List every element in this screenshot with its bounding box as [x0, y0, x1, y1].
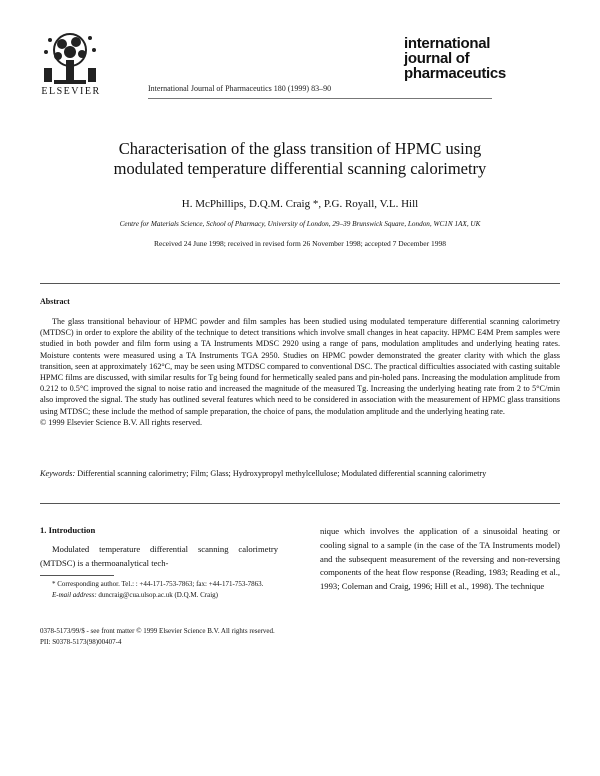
- pii-line: PII: S0378-5173(98)00407-4: [40, 637, 122, 646]
- author-list: H. McPhillips, D.Q.M. Craig *, P.G. Royall, V.L. Hill: [181, 198, 419, 210]
- journal-citation: International Journal of Pharmaceutics 180 (1999) 83–90: [148, 84, 332, 93]
- intro-paragraph-right: nique which involves the application of a sinusoidal heating or cooling signal to a sample (in the case of the TA Instruments model) and the subsequent measurement of the reversing and non-reversing components of the heat flow response (Reading, 1983; Reading et al., 1993; Coleman and Craig, 1996; Hill et al., 1998). The technique: [320, 526, 560, 592]
- corresponding-author-note: * Corresponding author. Tel.: : +44-171-753-7863; fax: +44-171-753-7863.: [52, 580, 264, 588]
- abstract-bottom-rule: [40, 503, 560, 504]
- received-dates: Received 24 June 1998; received in revised form 26 November 1998; accepted 7 December 1998: [154, 239, 446, 248]
- abstract-heading: Abstract: [40, 297, 70, 306]
- section-heading: 1. Introduction: [40, 525, 96, 535]
- abstract-top-rule: [40, 283, 560, 284]
- footnote-rule: [40, 575, 114, 576]
- brand-line: international: [404, 35, 491, 52]
- right-column: [320, 525, 560, 594]
- email-text: duncraig@cua.ulsop.ac.uk (D.Q.M. Craig): [96, 590, 218, 599]
- intro-paragraph-left: Modulated temperature differential scanning calorimetry (MTDSC) is a thermoanalytical tech-: [40, 544, 278, 568]
- abstract-text: The glass transitional behaviour of HPMC powder and film samples has been studied using modulated temperature differential scanning calorimetry (MTDSC) in order to explore the ability of the technique to detect transitions which involve small changes in heat capacity. HPMC E4M Prem samples were studied in both powder and film form using a TA Instruments MDSC 2920 using a range of pans, modulation amplitudes and underlying heating rates. Moisture contents were measured using a TA Instruments TGA 2950. Studies on HPMC powder demonstrated the greater clarity with which the glass transition, seen at approximately 162°C, may be seen using MTDSC compared to conventional DSC. The practical difficulties associated with casting suitable HPMC films are discussed, with similar results for Tg being found for hermetically sealed pans and pin-holed pans. Increasing the modulation amplitude from 0.212 to 0.5°C improved the signal to noise ratio and increased the magnitude of the measured Tg. Increasing the underlying heating rate from 2 to 5°C/min also improved the signal. The study has outlined several features which need to be considered in association with the measurement of HPMC glass transitions using MTDSC; these include the method of sample preparation, the choice of pans, the modulation amplitude and the underlying heating rate.: [40, 317, 560, 416]
- journal-brand-logo: [404, 36, 564, 81]
- email-note: [40, 591, 278, 601]
- elsevier-tree-logo: [40, 30, 100, 86]
- keywords-label: Keywords:: [40, 469, 76, 478]
- title-line: modulated temperature differential scanning calorimetry: [113, 159, 487, 178]
- keywords-text: Differential scanning calorimetry; Film; Glass; Hydroxypropyl methylcellulose; Modulated differential scanning calorimetry: [75, 469, 487, 478]
- brand-line: pharmaceutics: [404, 65, 506, 82]
- footnotes: [40, 580, 278, 602]
- abstract-body: [40, 316, 560, 428]
- affiliation: Centre for Materials Science, School of Pharmacy, University of London, 29–39 Brunswick Square, London, WC1N 1AX, UK: [119, 220, 481, 228]
- publisher-name: ELSEVIER: [41, 86, 101, 97]
- left-column: [40, 525, 278, 571]
- issn-line: 0378-5173/99/$ - see front matter © 1999 Elsevier Science B.V. All rights reserved.: [40, 627, 275, 635]
- brand-line: journal of: [404, 50, 470, 67]
- page-footer: [40, 626, 400, 647]
- paper-title: [40, 139, 560, 179]
- header-rule: [148, 98, 492, 99]
- keywords: [40, 468, 560, 479]
- title-line: Characterisation of the glass transition of HPMC using: [118, 139, 482, 158]
- abstract-copyright: © 1999 Elsevier Science B.V. All rights reserved.: [40, 417, 203, 427]
- email-label: E-mail address:: [52, 590, 97, 599]
